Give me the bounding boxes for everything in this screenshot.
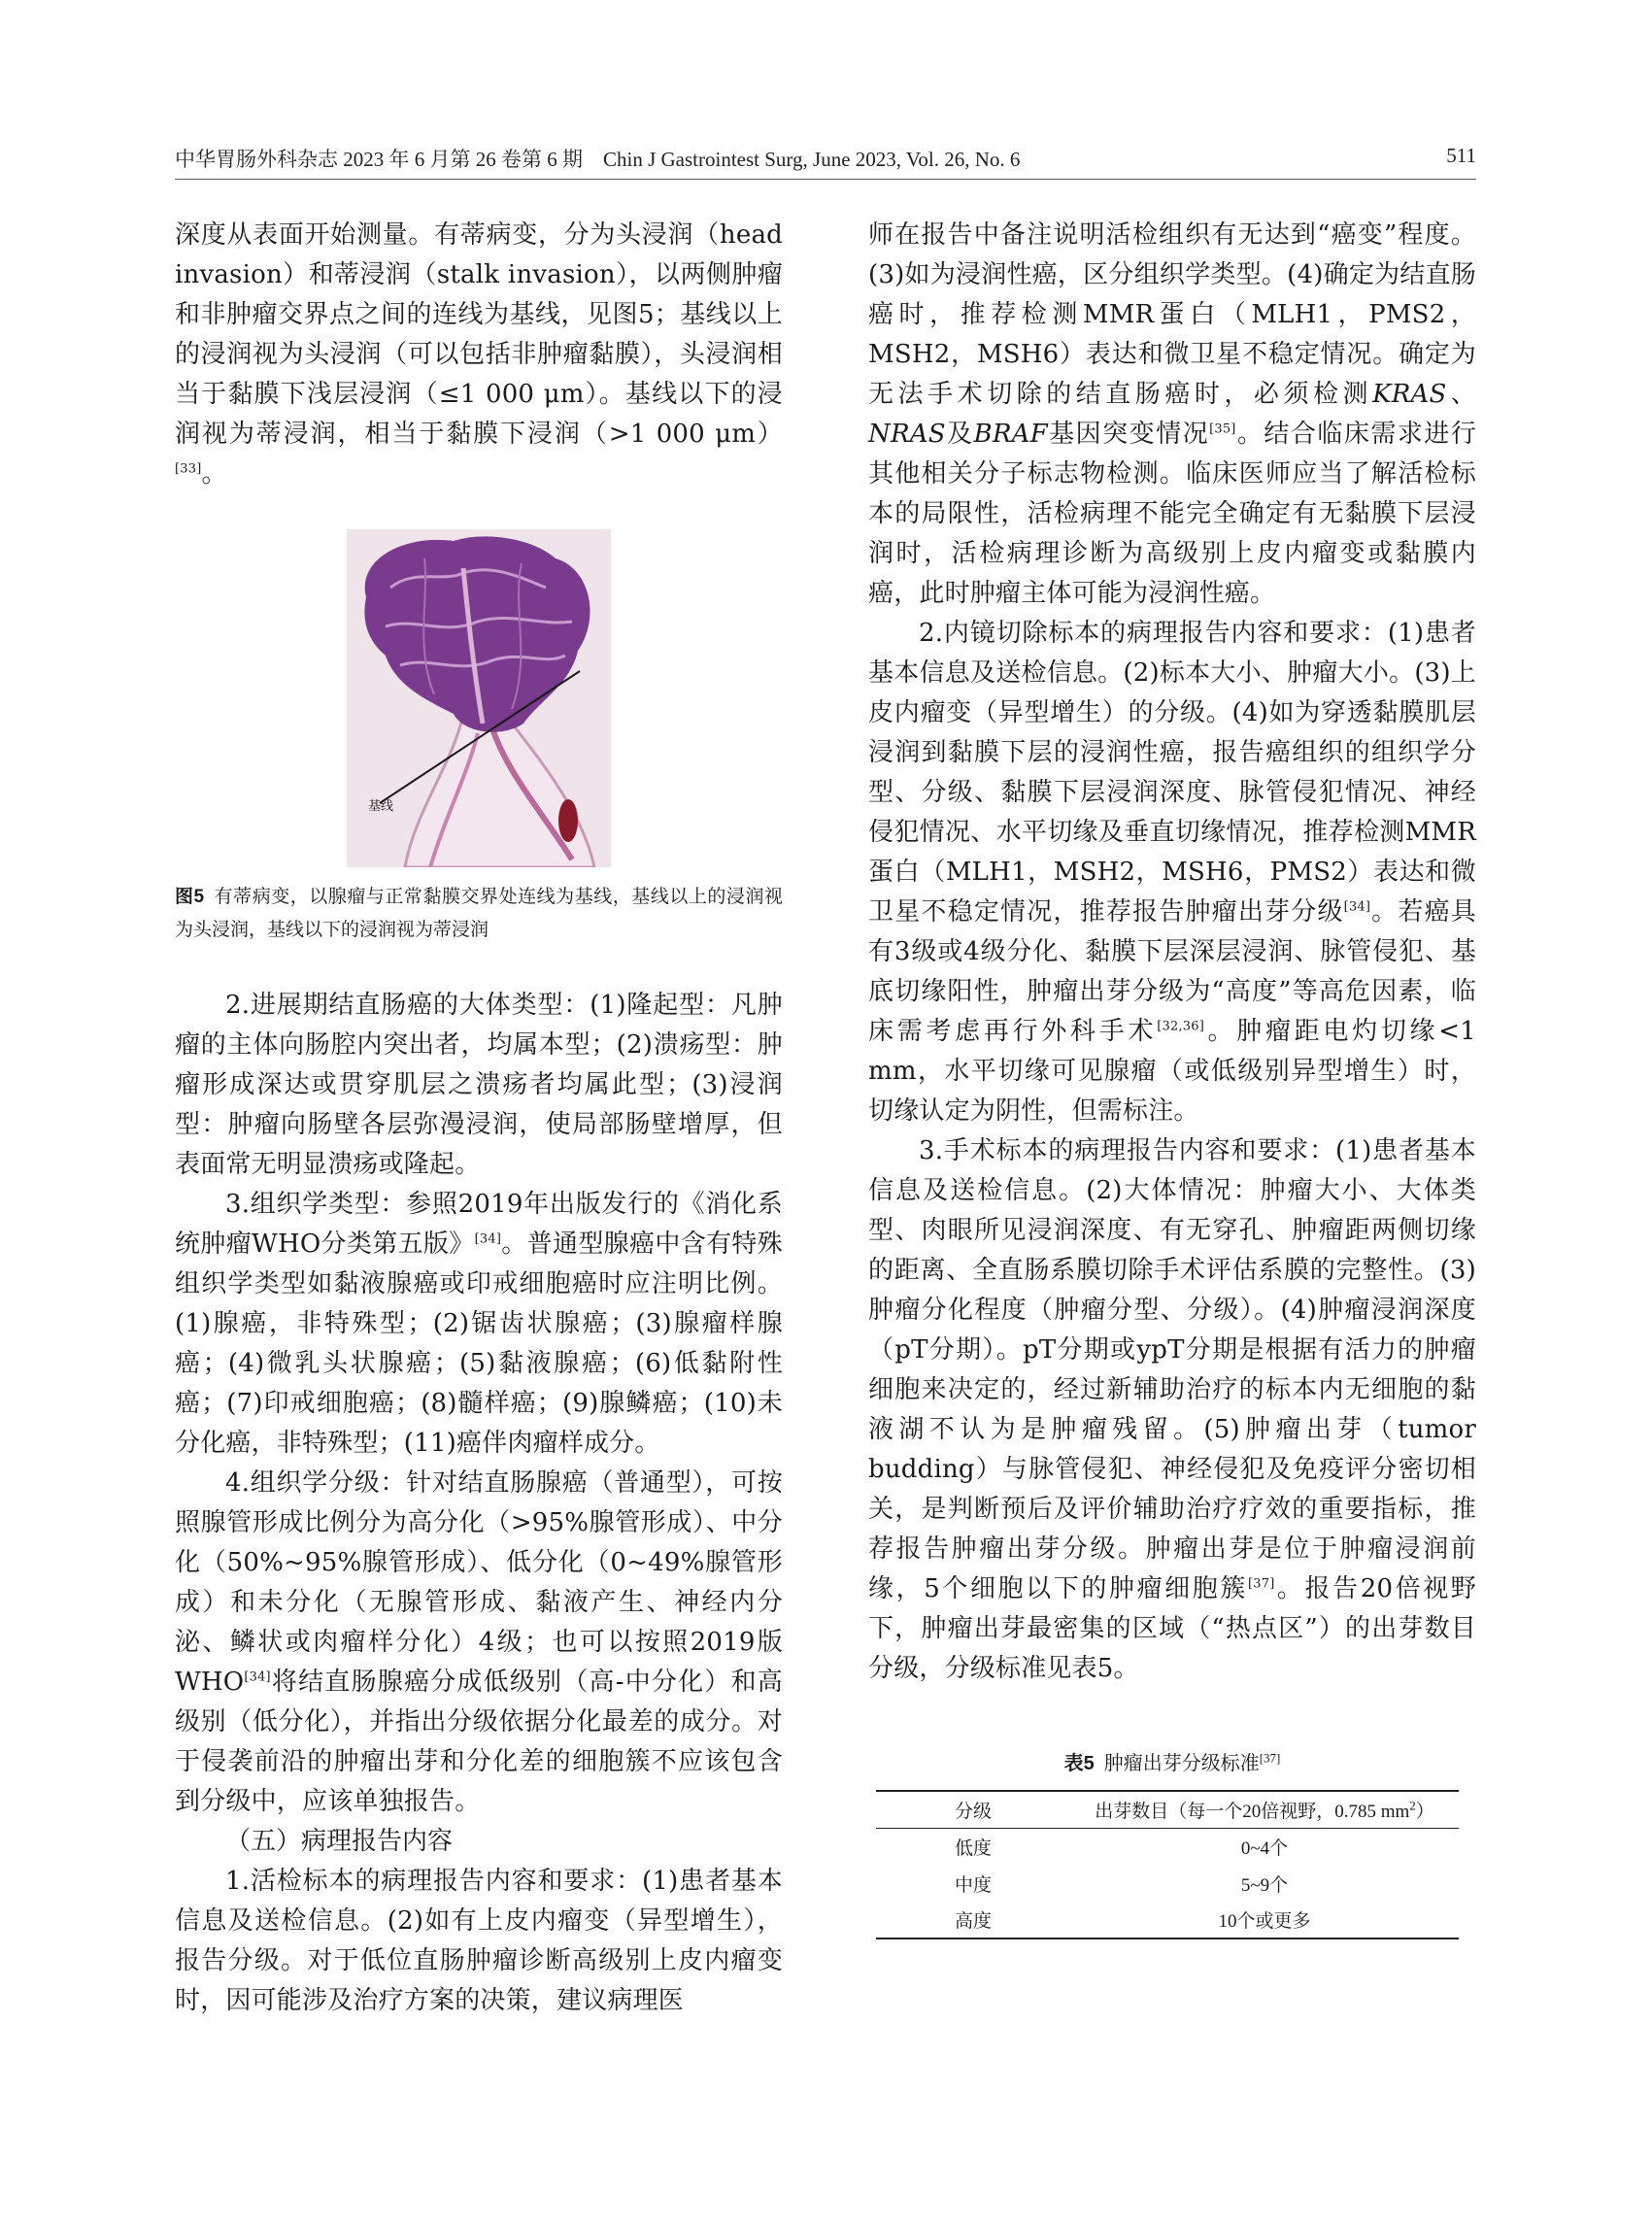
column-header-grade: 分级 xyxy=(954,1801,992,1822)
table-label: 表5 xyxy=(1063,1753,1095,1774)
citation-ref: [37] xyxy=(1248,1576,1275,1592)
table-row xyxy=(876,1828,1459,1865)
budding-grade-table xyxy=(876,1790,1459,1939)
citation-ref: [34] xyxy=(1343,899,1371,915)
paragraph-surgical-report: 3.手术标本的病理报告内容和要求：(1)患者基本信息及送检信息。(2)大体情况：肿瘤大小、大体类型、肉眼所见浸润深度、有无穿孔、肿瘤距两侧切缘的距离、全直肠系膜切除手术评估系膜的完整性。(3)肿瘤分化程度（肿瘤分型、分级）。(4)肿瘤浸润深度（pT分期）。pT分期或ypT分期是根据有活力的肿瘤细胞来决定的，经过新辅助治疗的标本内无细胞的黏液湖不认为是肿瘤残留。(5)肿瘤出芽（tumor budding）与脉管侵犯、神经侵犯及免疫评分密切相关，是判断预后及评价辅助治疗疗效的重要指标，推荐报告肿瘤出芽分级。肿瘤出芽是位于肿瘤浸润前缘，5个细胞以下的肿瘤细胞簇[37]。报告20倍视野下，肿瘤出芽最密集的区域（“热点区”）的出芽数目分级，分级标准见表5。 xyxy=(868,1136,1477,1683)
histology-image xyxy=(347,529,611,867)
gene-name: BRAF xyxy=(973,420,1048,449)
citation-ref: [34] xyxy=(244,1669,271,1685)
figure-label: 图5 xyxy=(175,887,205,907)
paragraph-biopsy-continued: 师在报告中备注说明活检组织有无达到“癌变”程度。(3)如为浸润性癌，区分组织学类型。(4)确定为结直肠癌时，推荐检测MMR蛋白（MLH1，PMS2，MSH2，MSH6）表达和微卫星不稳定情况。确定为无法手术切除的结直肠癌时，必须检测KRAS、NRAS及BRAF基因突变情况[35]。结合临床需求进行其他相关分子标志物检测。临床医师应当了解活检标本的局限性，活检病理不能完全确定有无黏膜下层浸润时，活检病理诊断为高级别上皮内瘤变或黏膜内癌，此时肿瘤主体可能为浸润性癌。 xyxy=(868,220,1477,608)
section-heading: （五）病理报告内容 xyxy=(225,1827,454,1856)
header-rule xyxy=(175,179,1476,180)
gene-name: NRAS xyxy=(868,420,946,449)
baseline-label: 基线 xyxy=(368,798,394,813)
table-header-row xyxy=(876,1791,1459,1828)
left-column xyxy=(175,216,783,2021)
grade-cell: 低度 xyxy=(954,1837,992,1859)
citation-ref: [34] xyxy=(474,1231,502,1247)
figure-5 xyxy=(175,529,783,947)
count-cell: 5~9个 xyxy=(1240,1874,1289,1896)
gene-name: KRAS xyxy=(1372,380,1447,409)
paragraph-biopsy-report: 1.活检标本的病理报告内容和要求：(1)患者基本信息及送检信息。(2)如有上皮内瘤变（异型增生），报告分级。对于低位直肠肿瘤诊断高级别上皮内瘤变时，因可能涉及治疗方案的决策，建议病理医 xyxy=(175,1867,783,2015)
page-number: 511 xyxy=(1446,144,1476,167)
table-title: 表5 肿瘤出芽分级标准[37] xyxy=(1063,1750,1281,1774)
table-row xyxy=(876,1902,1459,1938)
table-5 xyxy=(868,1749,1476,1939)
column-header-count: 出芽数目（每一个20倍视野，0.785 $mm^2$） xyxy=(1095,1798,1434,1822)
grade-cell: 高度 xyxy=(954,1911,992,1932)
citation-ref: [35] xyxy=(1209,421,1236,437)
citation-ref: [32,36] xyxy=(1157,1019,1204,1034)
citation-ref: [37] xyxy=(1259,1750,1281,1766)
table-row xyxy=(876,1865,1459,1902)
paragraph-gross-types: 2.进展期结直肠癌的大体类型：(1)隆起型：凡肿瘤的主体向肠腔内突出者，均属本型；(2)溃疡型：肿瘤形成深达或贯穿肌层之溃疡者均属此型；(3)浸润型：肿瘤向肠壁各层弥漫浸润，使局部肠壁增厚，但表面常无明显溃疡或隆起。 xyxy=(175,991,783,1179)
running-head xyxy=(175,144,1476,173)
right-column xyxy=(868,216,1476,1939)
paragraph-histologic-grade: 4.组织学分级：针对结直肠腺癌（普通型），可按照腺管形成比例分为高分化（>95%腺管形成）、中分化（50%~95%腺管形成）、低分化（0~49%腺管形成）和未分化（无腺管形成、黏液产生、神经内分泌、鳞状或肉瘤样分化）4级；也可以按照2019版WHO[34]将结直肠腺癌分成低级别（高-中分化）和高级别（低分化），并指出分级依据分化最差的成分。对于侵袭前沿的肿瘤出芽和分化差的细胞簇不应该包含到分级中，应该单独报告。 xyxy=(175,1468,783,1816)
paragraph-head-invasion: 深度从表面开始测量。有蒂病变，分为头浸润（head invasion）和蒂浸润（stalk invasion），以两侧肿瘤和非肿瘤交界点之间的连线为基线，见图5；基线以上的浸润视为头浸润（可以包括非肿瘤黏膜），头浸润相当于黏膜下浅层浸润（≤1 000 μm）。基线以下的浸润视为蒂浸润，相当于黏膜下浸润（>1 000 μm）[33]。 xyxy=(175,220,783,489)
count-cell: 10个或更多 xyxy=(1218,1911,1311,1932)
figure-caption: 图5 有蒂病变，以腺瘤与正常黏膜交界处连线为基线，基线以上的浸润视为头浸润，基线以下的浸润视为蒂浸润 xyxy=(175,887,783,940)
paragraph-histologic-types: 3.组织学类型：参照2019年出版发行的《消化系统肿瘤WHO分类第五版》[34]。普通型腺癌中含有特殊组织学类型如黏液腺癌或印戒细胞癌时应注明比例。(1)腺癌，非特殊型；(2)锯齿状腺癌；(3)腺瘤样腺癌；(4)微乳头状腺癌；(5)黏液腺癌；(6)低黏附性癌；(7)印戒细胞癌；(8)髓样癌；(9)腺鳞癌；(10)未分化癌，非特殊型；(11)癌伴肉瘤样成分。 xyxy=(175,1190,783,1458)
journal-citation: 中华胃肠外科杂志 2023 年 6 月第 26 卷第 6 期 Chin J Gastrointest Surg, June 2023, Vol. 26, No. 6 xyxy=(175,148,1021,171)
citation-ref: [33] xyxy=(175,461,202,477)
grade-cell: 中度 xyxy=(954,1874,992,1896)
paragraph-endoscopic-report: 2.内镜切除标本的病理报告内容和要求：(1)患者基本信息及送检信息。(2)标本大小、肿瘤大小。(3)上皮内瘤变（异型增生）的分级。(4)如为穿透黏膜肌层浸润到黏膜下层的浸润性癌，报告癌组织的组织学分型、分级、黏膜下层浸润深度、脉管侵犯情况、神经侵犯情况、水平切缘及垂直切缘情况，推荐检测MMR蛋白（MLH1，MSH2，MSH6，PMS2）表达和微卫星不稳定情况，推荐报告肿瘤出芽分级[34]。若癌具有3级或4级分化、黏膜下层深层浸润、脉管侵犯、基底切缘阳性，肿瘤出芽分级为“高度”等高危因素，临床需考虑再行外科手术[32,36]。肿瘤距电灼切缘<1 mm，水平切缘可见腺瘤（或低级别异型增生）时，切缘认定为阴性，但需标注。 xyxy=(868,619,1476,1126)
count-cell: 0~4个 xyxy=(1240,1837,1289,1859)
